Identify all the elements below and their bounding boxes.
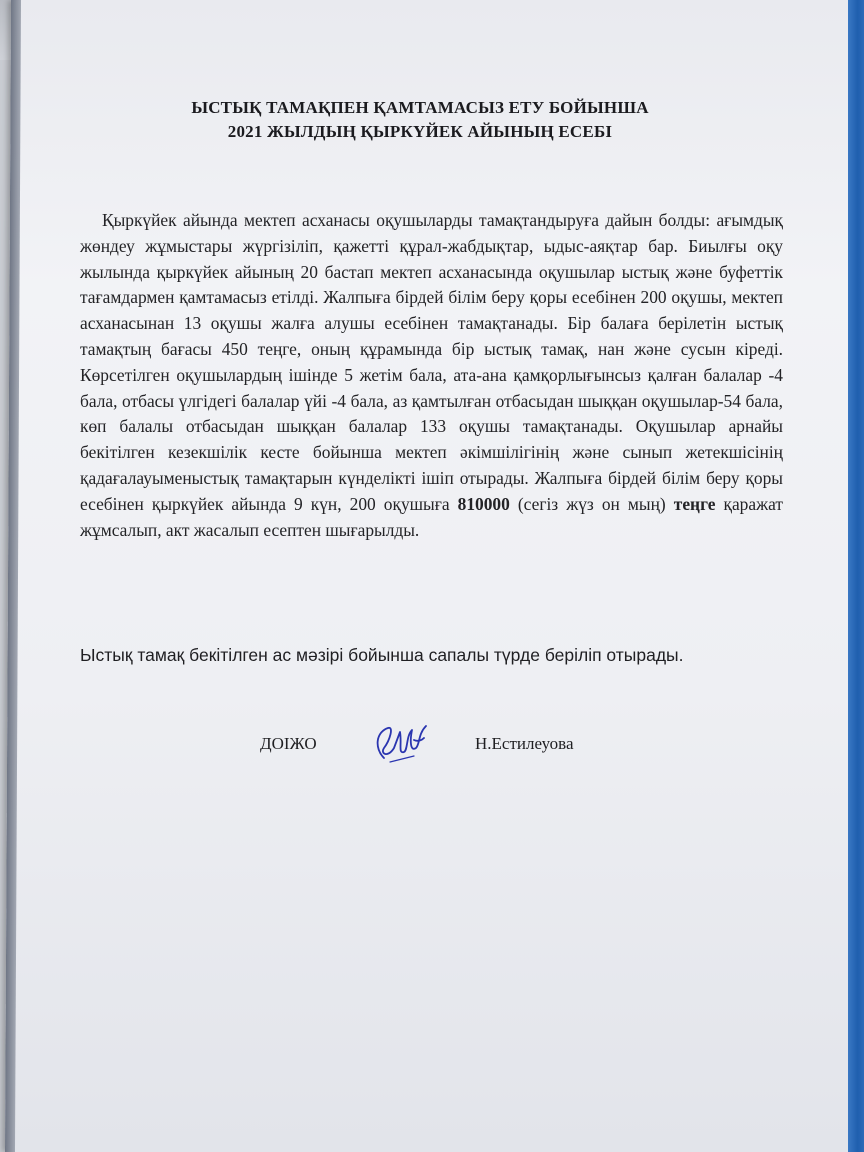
amount-in-words: (сегіз жүз он мың) [509, 493, 674, 514]
amount-value: 810000 [457, 493, 510, 514]
body-text-end: қаражат жұмсалып, акт жасалып есептен шығарылды. [80, 493, 783, 540]
sheet-left-shadow [5, 0, 21, 1152]
closing-statement: Ыстық тамақ бекітілген ас мәзірі бойынша сапалы түрде беріліп отырады. [80, 645, 684, 665]
document-title [110, 96, 730, 144]
currency-label: теңге [673, 493, 716, 514]
signatory-name: Н.Естилеуова [475, 734, 574, 753]
paper-sheet [5, 0, 863, 1152]
report-body [80, 208, 783, 543]
binder-edge [848, 0, 864, 1152]
signature-role: ДОІЖО [260, 734, 317, 753]
title-line-1: ЫСТЫҚ ТАМАҚПЕН ҚАМТАМАСЫЗ ЕТУ БОЙЫНША [191, 98, 649, 117]
signature-icon [370, 718, 430, 768]
title-line-2: 2021 ЖЫЛДЫҢ ҚЫРКҮЙЕК АЙЫНЫҢ ЕСЕБІ [227, 122, 613, 141]
signature-block [260, 730, 660, 770]
body-text-main: Қыркүйек айында мектеп асханасы оқушыларды тамақтандыруға дайын болды: ағымдық жөндеу жұмыстары жүргізіліп, қажетті құрал-жабдықтар, ыдыс-аяқтар бар. Биылғы оқу жылында қыркүйек айының 20 бастап мектеп асханасында оқушылар ыстық және буфеттік тағамдармен қамтамасыз етілді. Жалпыға бірдей білім беру қоры есебінен 200 оқушы, мектеп асханасынан 13 оқушы жалға алушы есебінен тамақтанады. Бір балаға берілетін ыстық тамақтың бағасы 450 теңге, оның құрамында бір ыстық тамақ, нан және сусын кіреді. Көрсетілген оқушылардың ішінде 5 жетім бала, ата-ана қамқорлығынсыз қалған балалар -4 бала, отбасы үлгідегі балалар үйі -4 бала, аз қамтылған отбасыдан шыққан оқушылар-54 бала, көп балалы отбасыдан шыққан балалар 133 оқушы тамақтанады. Оқушылар арнайы бекітілген кезекшілік кесте бойынша мектеп әкімшілігінің және сынып жетекшісінің қадағалауыменыстық тамақтарын күнделікті ішіп отырады. Жалпыға бірдей білім беру қоры есебінен қыркүйек айында 9 күн, 200 оқушыға [80, 210, 783, 514]
